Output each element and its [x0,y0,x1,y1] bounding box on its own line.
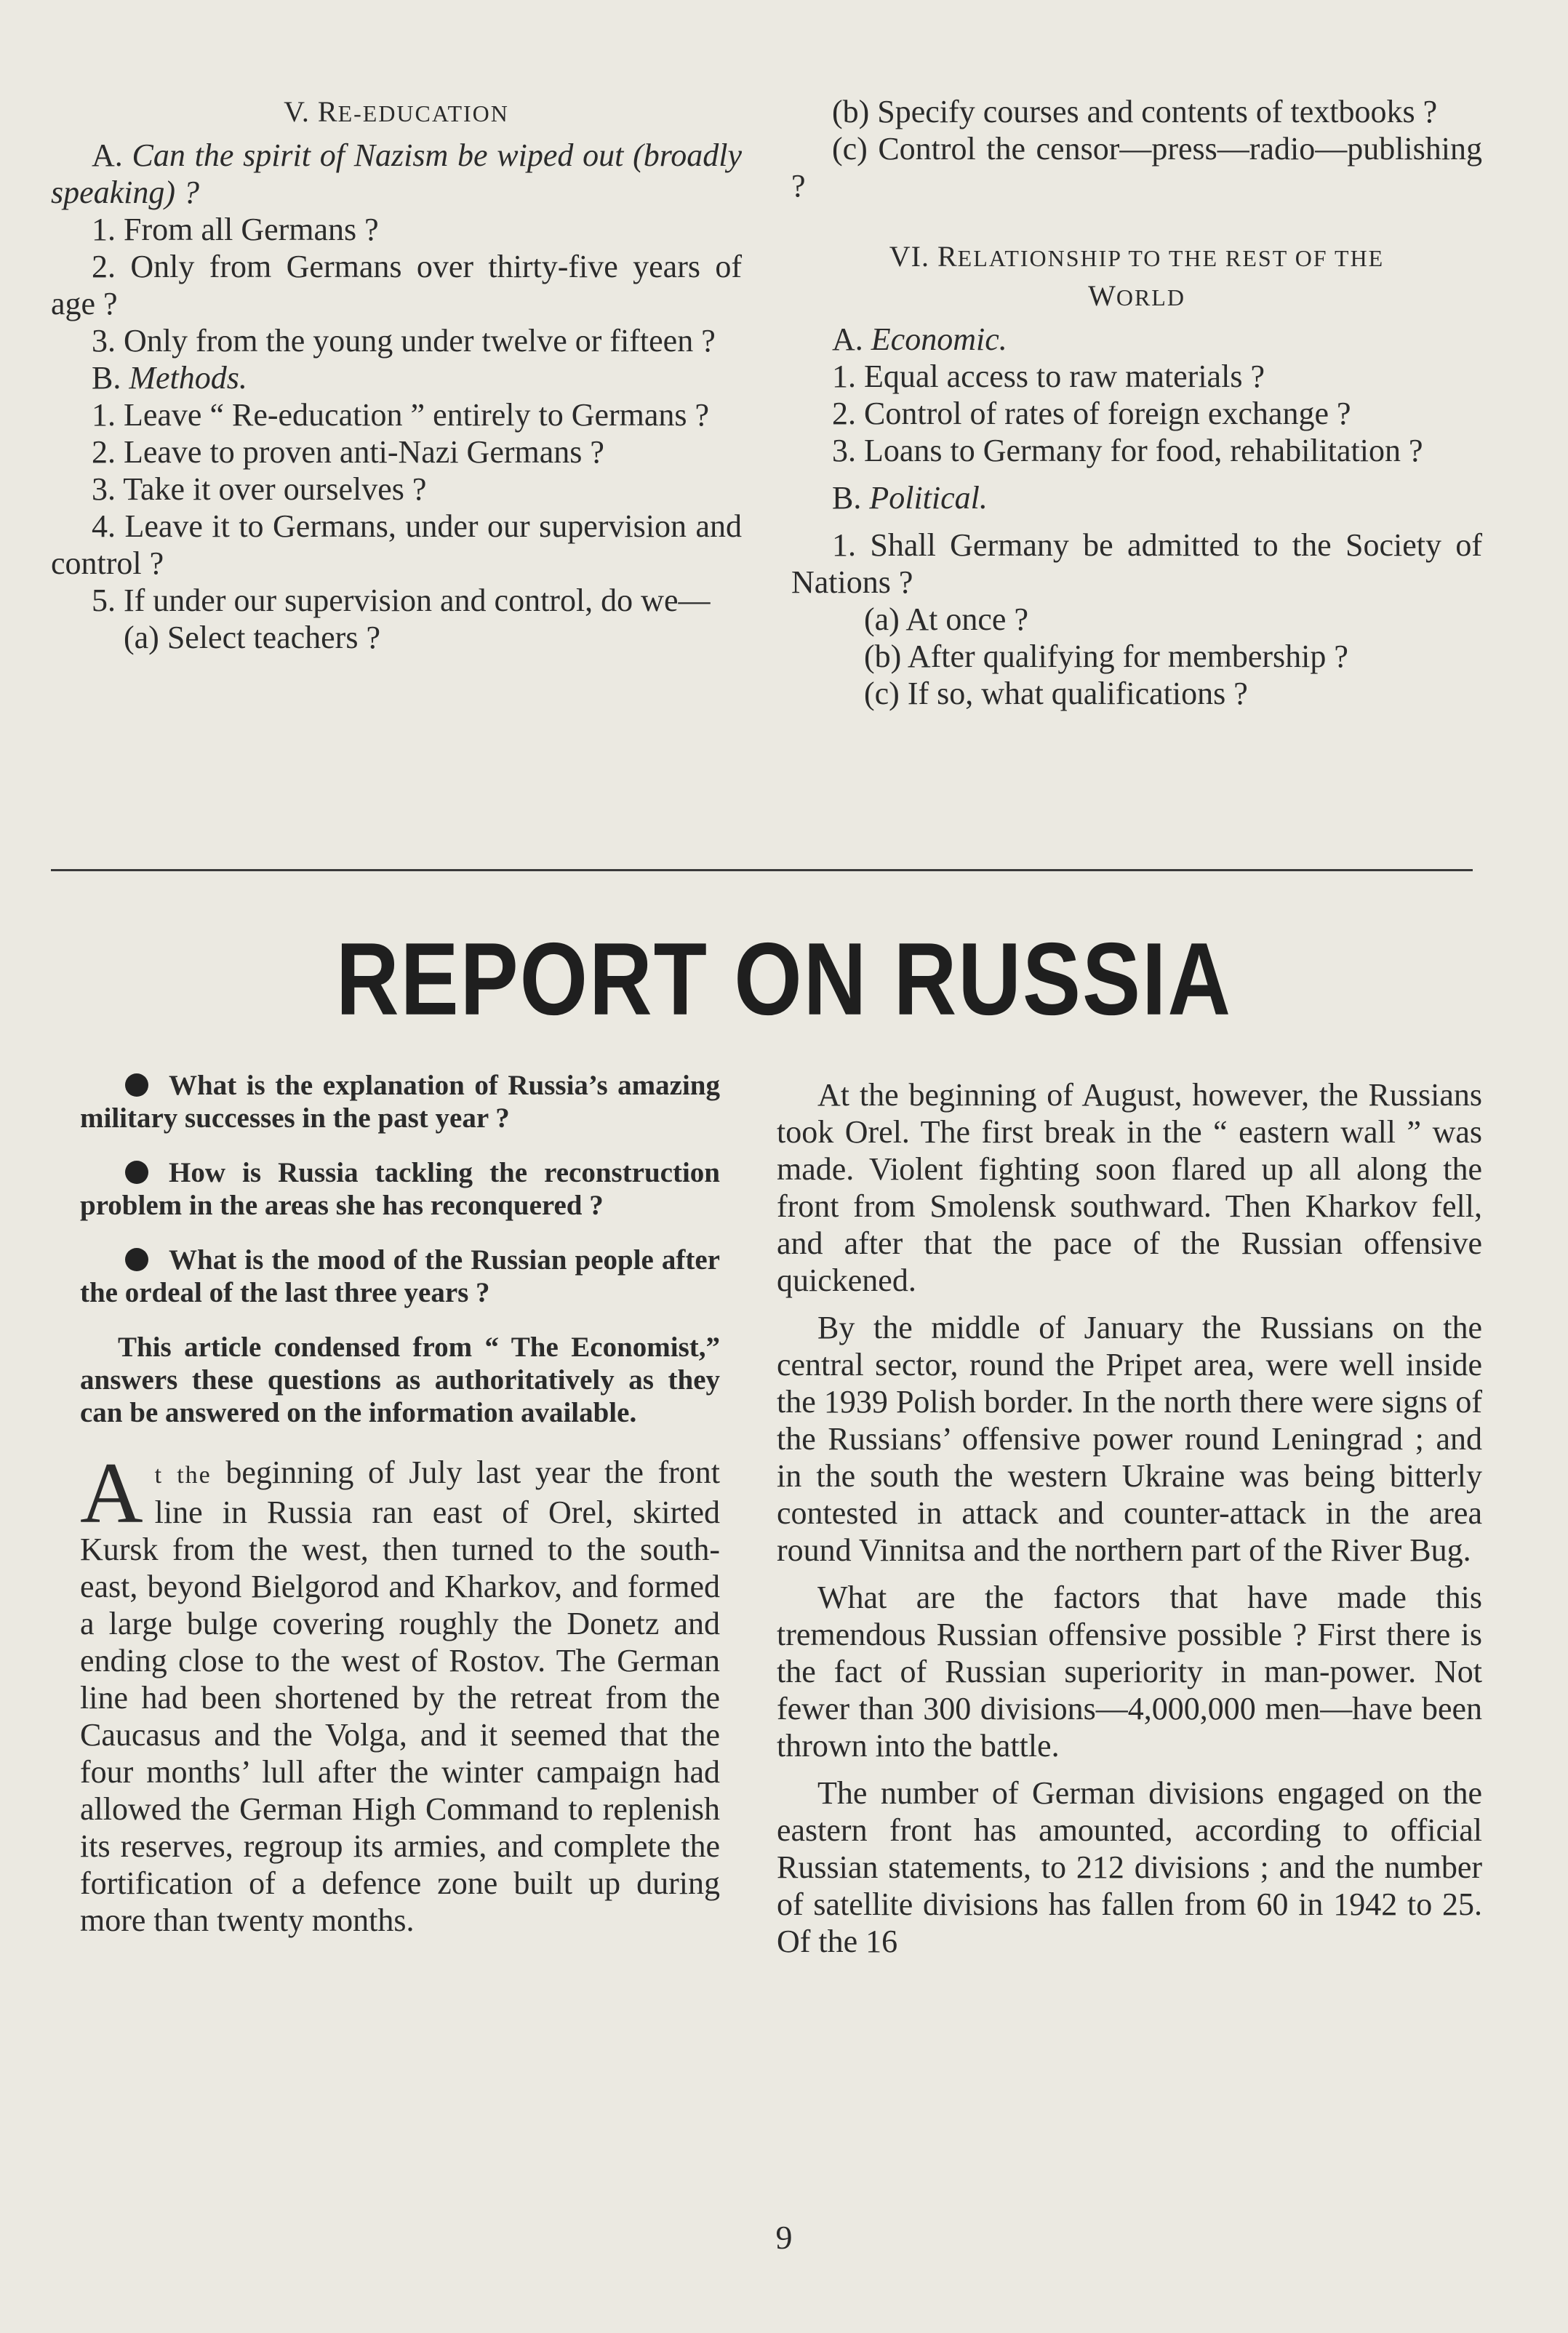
list-item: 1. Shall Germany be admitted to the Society of Nations ? [791,527,1482,600]
list-item: (a) At once ? [864,601,1028,637]
political-heading: B. Political. [832,480,988,516]
article-paragraph: By the middle of January the Russians on the central sector, round the Pripet area, were well inside the 1939 Polish border. In the north there were signs of the Russians’ offensive power round Leningrad ; and in the south the western Ukraine was being bitterly contested in attack and counter-attack in the area round Vinnitsa and the northern part of the River Bug. [777,1310,1482,1568]
list-item: 3. Loans to Germany for food, rehabilitation ? [832,433,1423,468]
list-item: 1. Equal access to raw materials ? [832,359,1265,394]
re-education-section [51,93,742,656]
drop-cap: A [80,1444,143,1541]
list-item: 5. If under our supervision and control, do we— [92,583,711,618]
article-paragraph: The number of German divisions engaged on the eastern front has amounted, according to official Russian statements, to 212 divisions ; and the number of satellite divisions has fallen from 60 in 1942 to 25. Of the 16 [777,1775,1482,1959]
list-item: 2. Control of rates of foreign exchange ? [832,396,1351,431]
list-item: (c) If so, what qualifications ? [864,676,1248,711]
economic-heading: A. Economic. [832,321,1007,357]
relationship-section [791,93,1482,712]
article-lead-paragraph: At the beginning of July last year the front line in Russia ran east of Orel, skirted Kursk from the west, then turned to the south-east, beyond Bielgorod and Kharkov, and formed a large bulge covering roughly the Donetz and ending close to the west of Rostov. The German line had been shortened by the retreat from the Caucasus and the Volga, and it seemed that the four months’ lull after the winter campaign had allowed the German High Command to replenish its reserves, regroup its armies, and complete the fortification of a defence zone built up during more than twenty months. [80,1444,721,1938]
methods-heading: B. Methods. [92,360,247,396]
question-2: How is Russia tackling the reconstruction problem in the areas she has reconquered ? [80,1157,720,1221]
article-headline: REPORT ON RUSSIA [335,921,1233,1037]
section-divider [51,869,1473,871]
article-paragraph: What are the factors that have made this tremendous Russian offensive possible ? First there is the fact of Russian superiority in man-power. Not fewer than 300 divisions—4,000,000 men—have been thrown into the battle. [777,1580,1482,1764]
list-item: 3. Only from the young under twelve or fifteen ? [92,323,716,359]
list-item: 2. Leave to proven anti-Nazi Germans ? [92,434,604,470]
section-v-heading: V. RE-EDUCATION [284,95,509,128]
list-item: (c) Control the censor—press—radio—publishing ? [791,131,1482,204]
question-3: What is the mood of the Russian people after the ordeal of the last three years ? [80,1244,720,1308]
article-left-column [80,1069,720,1939]
list-item: 1. From all Germans ? [92,212,379,247]
page-number: 9 [775,2219,793,2256]
list-item: 4. Leave it to Germans, under our supervision and control ? [51,508,742,581]
question-a: A. Can the spirit of Nazism be wiped out (broadly speaking) ? [51,137,742,210]
list-item: (b) After qualifying for membership ? [864,639,1348,674]
question-1: What is the explanation of Russia’s amazing military successes in the past year ? [80,1070,720,1134]
article-right-column [777,1076,1482,1970]
list-item: (a) Select teachers ? [124,620,380,655]
bullet-icon [125,1073,148,1097]
bullet-icon [125,1161,148,1184]
list-item: 2. Only from Germans over thirty-five years of age ? [51,249,742,321]
list-item: (b) Specify courses and contents of textbooks ? [832,94,1438,129]
section-vi-heading: VI. RELATIONSHIP TO THE REST OF THE WORLD [889,240,1385,312]
list-item: 3. Take it over ourselves ? [92,471,427,507]
editor-note: This article condensed from “ The Economist,” answers these questions as authoritatively as they can be answered on the information available. [80,1332,720,1428]
bullet-icon [125,1248,148,1271]
list-item: 1. Leave “ Re-education ” entirely to Germans ? [92,397,710,433]
article-paragraph: At the beginning of August, however, the Russians took Orel. The first break in the “ eastern wall ” was made. Violent fighting soon flared up all along the front from Smolensk southward. Then Kharkov fell, and after that the pace of the Russian offensive quickened. [777,1077,1482,1298]
